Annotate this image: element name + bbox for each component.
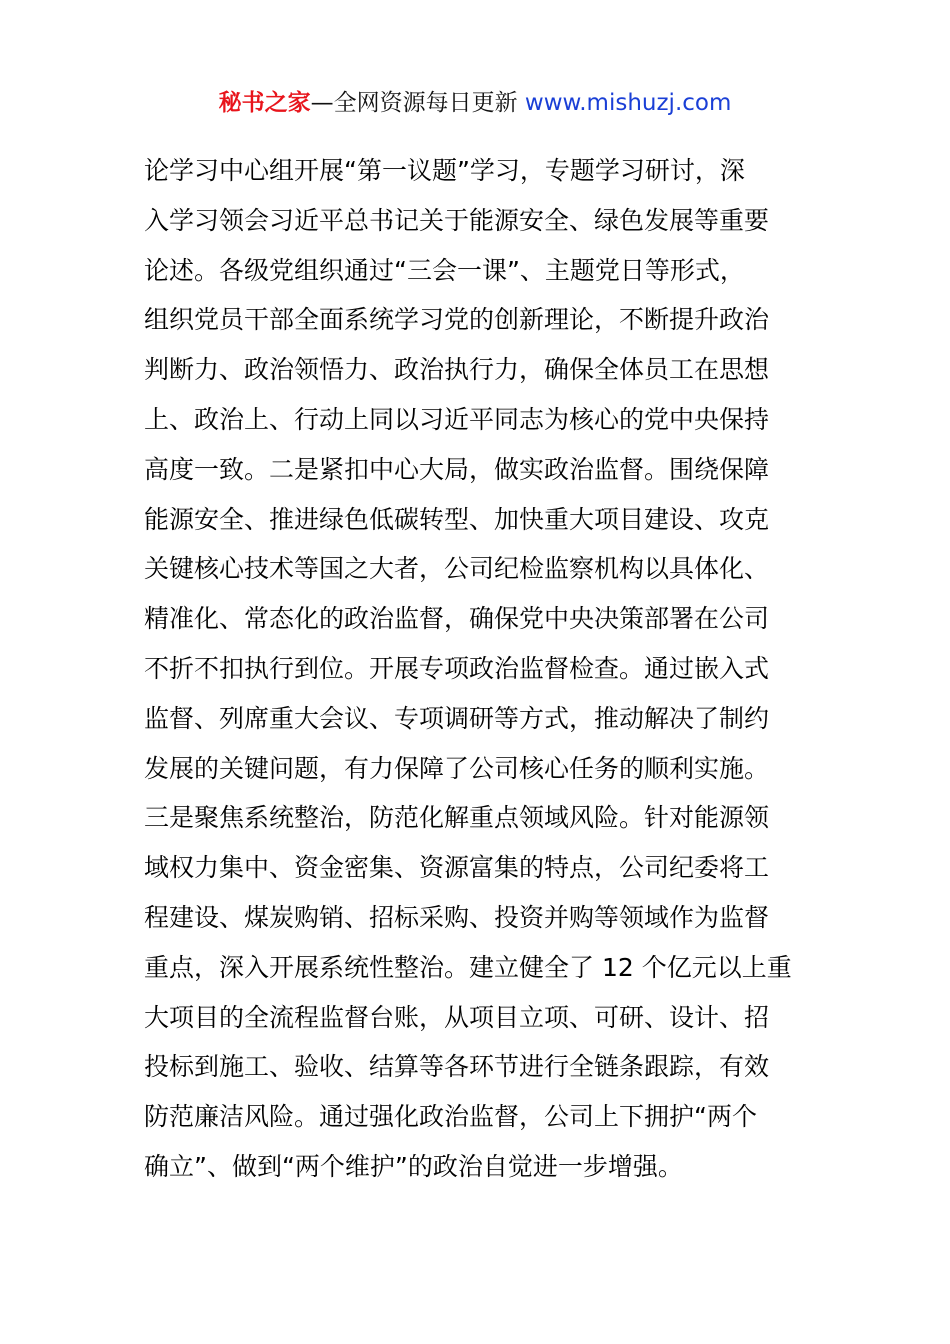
text-line: 论学习中心组开展“第一议题”学习，专题学习研讨，深 [144, 156, 745, 185]
text-line: 判断力、政治领悟力、政治执行力，确保全体员工在思想 [144, 355, 770, 385]
text-line: 精准化、常态化的政治监督，确保党中央决策部署在公司 [144, 604, 770, 634]
text-line: 程建设、煤炭购销、招标采购、投资并购等领域作为监督 [144, 902, 770, 932]
text-line: 关键核心技术等国之大者，公司纪检监察机构以具体化、 [144, 554, 770, 584]
text-line: 监督、列席重大会议、专项调研等方式，推动解决了制约 [144, 703, 770, 733]
text-line: 重点，深入开展系统性整治。建立健全了 12 个亿元以上重 [144, 952, 792, 982]
text-line: 不折不扣执行到位。开展专项政治监督检查。通过嵌入式 [144, 653, 770, 683]
text-line: 入学习领会习近平总书记关于能源安全、绿色发展等重要 [144, 205, 770, 235]
text-line: 上、政治上、行动上同以习近平同志为核心的党中央保持 [144, 404, 770, 434]
text-line: 发展的关键问题，有力保障了公司核心任务的顺利实施。 [144, 753, 770, 783]
text-line: 大项目的全流程监督台账，从项目立项、可研、设计、招 [144, 1002, 770, 1032]
site-brand: 秘书之家 [218, 90, 311, 116]
text-line: 三是聚焦系统整治，防范化解重点领域风险。针对能源领 [144, 803, 770, 833]
text-line: 论述。各级党组织通过“三会一课”、主题党日等形式， [144, 255, 745, 285]
text-line: 确立”、做到“两个维护”的政治自觉进一步增强。 [144, 1151, 683, 1181]
body-paragraph [144, 146, 824, 1192]
text-line: 组织党员干部全面系统学习党的创新理论，不断提升政治 [144, 305, 770, 335]
page-header [0, 86, 950, 120]
text-line: 高度一致。二是紧扣中心大局，做实政治监督。围绕保障 [144, 454, 770, 484]
text-line: 域权力集中、资金密集、资源富集的特点，公司纪委将工 [144, 853, 770, 883]
site-url-link[interactable]: www.mishuzj.com [524, 90, 732, 116]
text-line: 能源安全、推进绿色低碳转型、加快重大项目建设、攻克 [144, 504, 770, 534]
text-line: 投标到施工、验收、结算等各环节进行全链条跟踪，有效 [144, 1052, 770, 1082]
site-tagline: —全网资源每日更新 [310, 90, 518, 116]
text-line: 防范廉洁风险。通过强化政治监督，公司上下拥护“两个 [144, 1102, 757, 1132]
